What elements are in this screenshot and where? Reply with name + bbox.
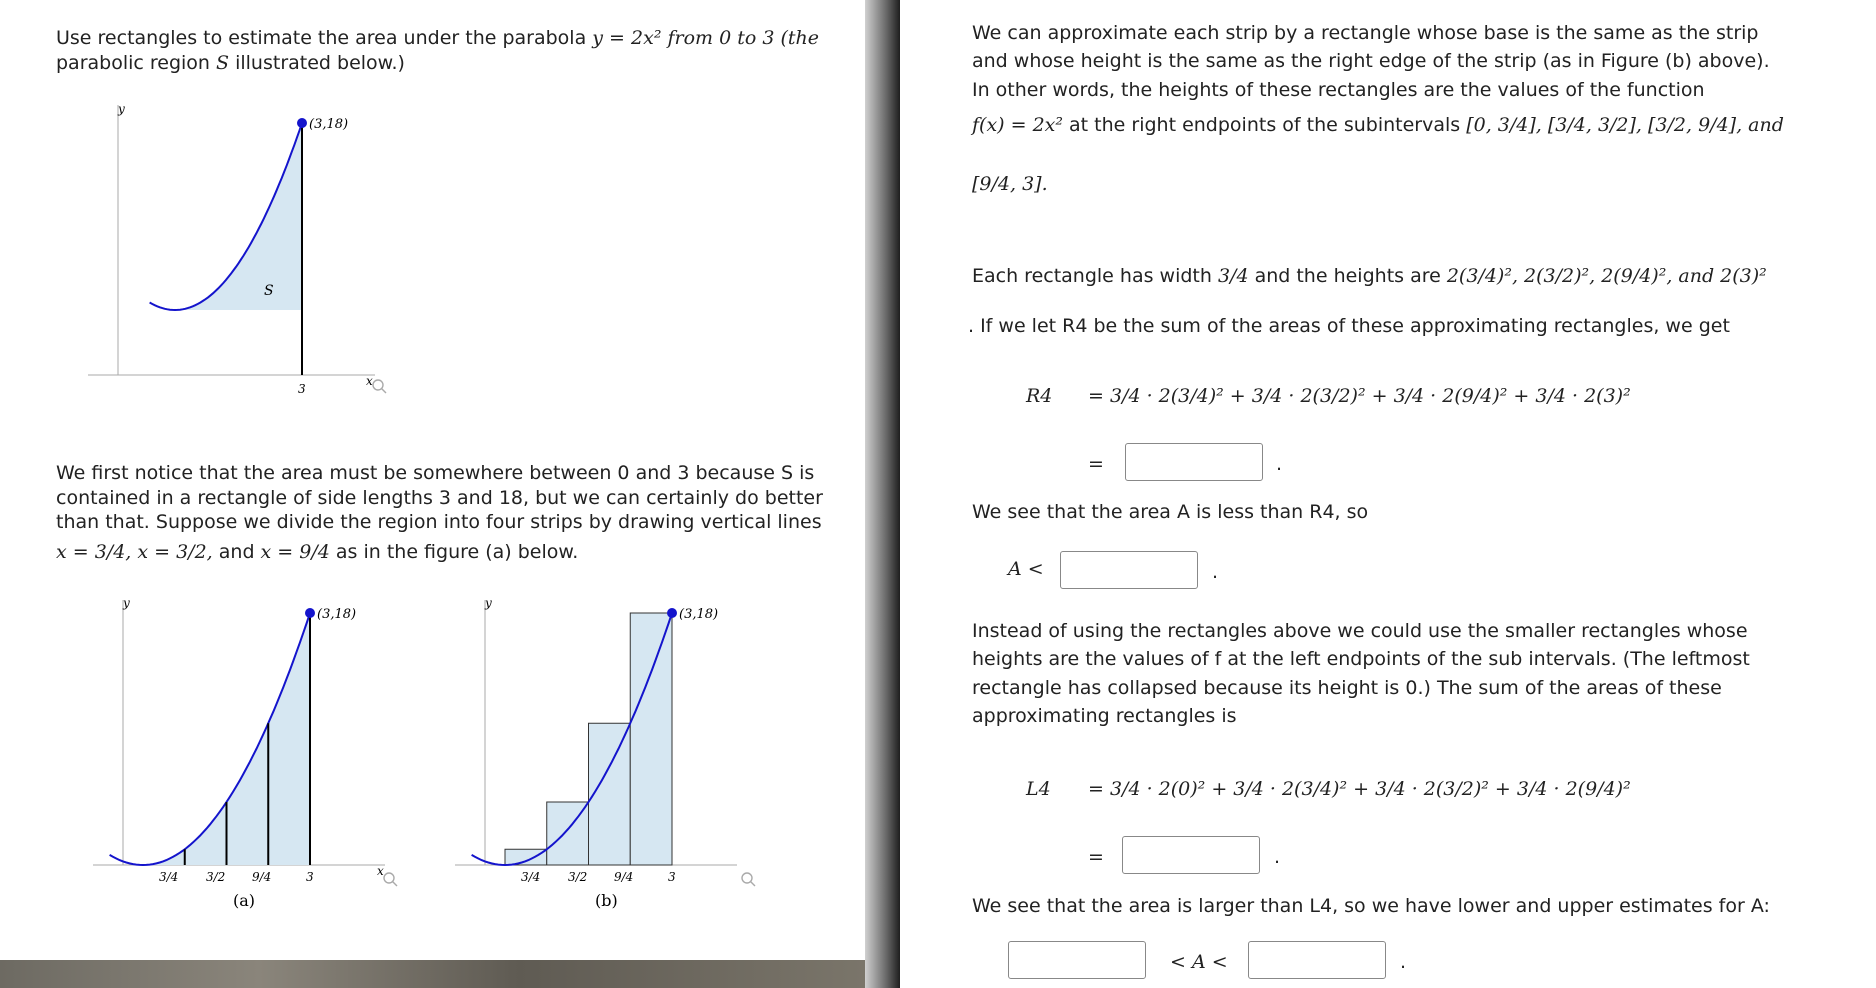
figure-caption: (b)	[595, 891, 618, 910]
p1-line-3: In other words, the heights of these rectangles are the values of the function	[972, 79, 1705, 101]
region-s-fill	[175, 123, 302, 310]
r4-expression: = 3/4 · 2(3/4)² + 3/4 · 2(3/2)² + 3/4 · 2(9/4)² + 3/4 · 2(3)²	[1088, 385, 1631, 407]
upper-estimate-input[interactable]	[1248, 941, 1386, 979]
endpoint-dot	[305, 608, 315, 618]
r4-equals: =	[1088, 453, 1104, 475]
x-axis-label: x	[366, 374, 373, 388]
point-label: (3,18)	[309, 117, 349, 132]
rectangle-heights: 2(3/4)², 2(3/2)², 2(9/4)², and 2(3)²	[1446, 265, 1767, 287]
p5: We see that the area is larger than L4, so we have lower and upper estimates for A:	[972, 895, 1770, 917]
r4-label: R4	[1026, 385, 1053, 407]
p1-line-4: f(x) = 2x² at the right endpoints of the subintervals [0, 3/4], [3/4, 3/2], [3/2, 9/4], and	[972, 114, 1784, 136]
l4-equals: =	[1088, 846, 1104, 868]
function-definition: f(x) = 2x²	[972, 114, 1063, 136]
r4-answer-input[interactable]	[1125, 443, 1263, 481]
tick-label: 9/4	[614, 870, 634, 884]
intro-line-2: parabolic region S illustrated below.)	[56, 52, 405, 74]
right-page	[900, 0, 1876, 988]
zoom-icon[interactable]	[742, 873, 755, 886]
tick-label: 3	[668, 870, 676, 884]
rectangle-width: 3/4	[1217, 265, 1249, 287]
x-tick-3: 3	[298, 382, 306, 396]
parabola-region-figure	[80, 95, 400, 405]
paragraph-2-line-2: contained in a rectangle of side lengths 3 and 18, but we can certainly do better	[56, 487, 823, 509]
intro-text: Use rectangles to estimate the area under the parabola	[56, 27, 593, 49]
tick-label: 3	[306, 870, 314, 884]
l4-answer-input[interactable]	[1122, 836, 1260, 874]
desk-background-strip	[0, 960, 865, 988]
endpoint-dot	[297, 118, 307, 128]
svg-text:x: x	[377, 864, 384, 878]
figure-b	[447, 595, 767, 925]
endpoint-dot	[667, 608, 677, 618]
upper-bound-input[interactable]	[1060, 551, 1198, 589]
region-symbol: S	[216, 52, 230, 74]
zoom-icon[interactable]	[373, 380, 386, 393]
p4-line-1: Instead of using the rectangles above we could use the smaller rectangles whose	[972, 620, 1748, 642]
l4-expression: = 3/4 · 2(0)² + 3/4 · 2(3/4)² + 3/4 · 2(3/2)² + 3/4 · 2(9/4)²	[1088, 778, 1631, 800]
lower-estimate-input[interactable]	[1008, 941, 1146, 979]
point-label: (3,18)	[317, 607, 357, 622]
bounds-relation: < A <	[1170, 951, 1228, 973]
tick-label: 3/2	[206, 870, 226, 884]
figure-caption: (a)	[233, 891, 256, 910]
region-label: S	[264, 283, 274, 299]
p1-line-5: [9/4, 3].	[972, 173, 1048, 195]
zoom-icon[interactable]	[384, 873, 397, 886]
paragraph-2-line-3: than that. Suppose we divide the region into four strips by drawing vertical lines	[56, 511, 822, 533]
subintervals: [0, 3/4], [3/4, 3/2], [3/2, 9/4], and	[1466, 114, 1784, 136]
p2-line-1: Each rectangle has width 3/4 and the heights are 2(3/4)², 2(3/2)², 2(9/4)², and 2(3)²	[972, 265, 1767, 287]
p4-line-3: rectangle has collapsed because its height is 0.) The sum of the areas of these	[972, 677, 1722, 699]
figure-a	[85, 595, 415, 925]
tick-label: 3/4	[159, 870, 179, 884]
paragraph-2-line-1: We first notice that the area must be somewhere between 0 and 3 because S is	[56, 462, 815, 484]
p1-line-1: We can approximate each strip by a rectangle whose base is the same as the strip	[972, 22, 1759, 44]
page-gutter	[865, 0, 900, 988]
right-rectangle-1	[505, 849, 547, 865]
p2-line-2: . If we let R4 be the sum of the areas of these approximating rectangles, we get	[968, 315, 1730, 337]
p4-line-2: heights are the values of f at the left endpoints of the sub intervals. (The leftmost	[972, 648, 1750, 670]
p3: We see that the area A is less than R4, so	[972, 501, 1369, 523]
a-less-than: A <	[1008, 558, 1044, 580]
y-axis-label: y	[118, 102, 125, 116]
intro-line-1	[56, 24, 819, 52]
point-label: (3,18)	[679, 607, 719, 622]
tick-label: 3/2	[568, 870, 588, 884]
tick-label: 9/4	[252, 870, 272, 884]
svg-text:y: y	[485, 596, 492, 610]
right-rectangle-4	[630, 613, 672, 865]
l4-label: L4	[1026, 778, 1051, 800]
p1-line-2: and whose height is the same as the right edge of the strip (as in Figure (b) above).	[972, 50, 1770, 72]
intro-equation: y = 2x² from 0 to 3 (the	[592, 27, 819, 49]
right-rectangle-3	[589, 723, 631, 865]
tick-label: 3/4	[521, 870, 541, 884]
paragraph-2-line-4: x = 3/4, x = 3/2, and x = 9/4 as in the figure (a) below.	[56, 541, 579, 563]
p4-line-4: approximating rectangles is	[972, 705, 1237, 727]
svg-text:y: y	[123, 596, 130, 610]
